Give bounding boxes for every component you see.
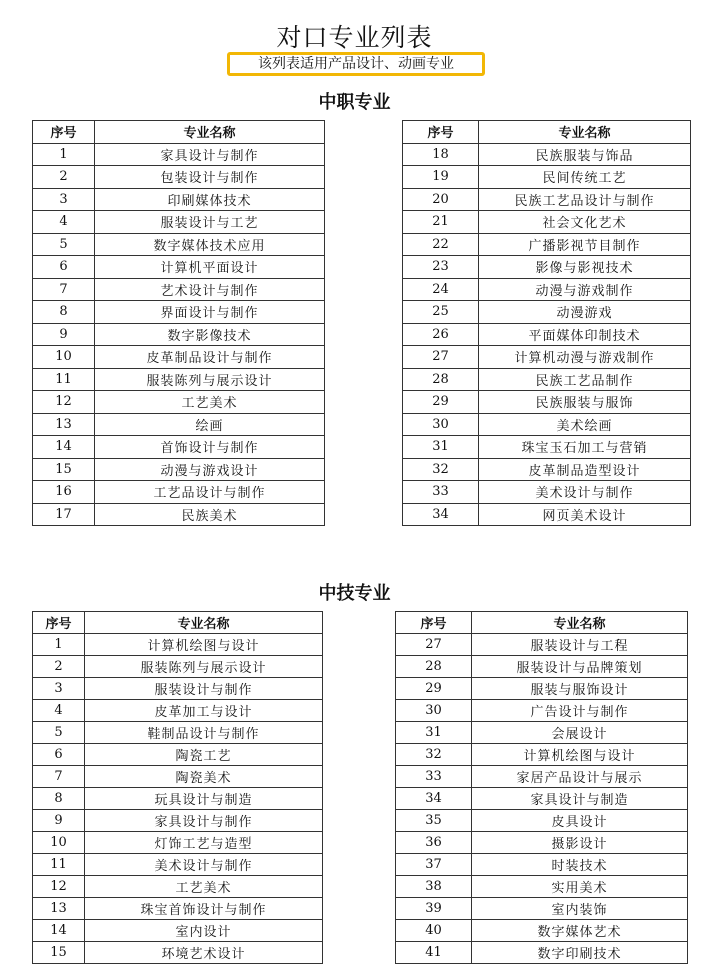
- row-index: 2: [33, 166, 95, 189]
- table-row: [33, 656, 323, 678]
- row-index: 20: [403, 188, 479, 211]
- highlighted-subtitle: 该列表适用产品设计、动画专业: [227, 52, 485, 76]
- major-name: 服装设计与品牌策划: [472, 656, 688, 678]
- row-index: 14: [33, 436, 95, 459]
- row-index: 4: [33, 700, 85, 722]
- row-index: 1: [33, 143, 95, 166]
- index-column-header: 序号: [396, 612, 472, 634]
- major-name: 玩具设计与制造: [85, 788, 323, 810]
- row-index: 11: [33, 854, 85, 876]
- major-name: 家具设计与制作: [95, 143, 325, 166]
- row-index: 10: [33, 346, 95, 369]
- major-name: 民族工艺品制作: [479, 368, 691, 391]
- row-index: 13: [33, 413, 95, 436]
- row-index: 11: [33, 368, 95, 391]
- row-index: 25: [403, 301, 479, 324]
- row-index: 12: [33, 876, 85, 898]
- table-row: [33, 744, 323, 766]
- major-name: 计算机绘图与设计: [85, 634, 323, 656]
- row-index: 15: [33, 942, 85, 964]
- major-name: 民族工艺品设计与制作: [479, 188, 691, 211]
- major-name: 民族服装与服饰: [479, 391, 691, 414]
- major-name: 珠宝首饰设计与制作: [85, 898, 323, 920]
- row-index: 32: [403, 458, 479, 481]
- table-row: [403, 233, 691, 256]
- major-name: 动漫与游戏设计: [95, 458, 325, 481]
- table-row: [33, 810, 323, 832]
- table-row: [396, 832, 688, 854]
- major-name: 家具设计与制造: [472, 788, 688, 810]
- table-row: [396, 678, 688, 700]
- major-name: 界面设计与制作: [95, 301, 325, 324]
- row-index: 33: [403, 481, 479, 504]
- row-index: 29: [396, 678, 472, 700]
- row-index: 4: [33, 211, 95, 234]
- major-name: 服装设计与工程: [472, 634, 688, 656]
- row-index: 27: [396, 634, 472, 656]
- major-name: 印刷媒体技术: [95, 188, 325, 211]
- row-index: 9: [33, 810, 85, 832]
- major-name: 美术绘画: [479, 413, 691, 436]
- row-index: 33: [396, 766, 472, 788]
- table-row: [403, 166, 691, 189]
- table-row: [396, 700, 688, 722]
- table-row: [396, 744, 688, 766]
- table-row: [33, 876, 323, 898]
- row-index: 34: [396, 788, 472, 810]
- table-row: [33, 233, 325, 256]
- major-name: 服装陈列与展示设计: [85, 656, 323, 678]
- table-row: [33, 458, 325, 481]
- row-index: 1: [33, 634, 85, 656]
- major-name: 会展设计: [472, 722, 688, 744]
- major-name: 陶瓷工艺: [85, 744, 323, 766]
- major-name: 美术设计与制作: [479, 481, 691, 504]
- major-name: 皮革加工与设计: [85, 700, 323, 722]
- table-row: [33, 256, 325, 279]
- major-name: 网页美术设计: [479, 503, 691, 526]
- table-row: [403, 503, 691, 526]
- row-index: 27: [403, 346, 479, 369]
- major-name: 环境艺术设计: [85, 942, 323, 964]
- row-index: 14: [33, 920, 85, 942]
- row-index: 28: [396, 656, 472, 678]
- row-index: 24: [403, 278, 479, 301]
- name-column-header: 专业名称: [472, 612, 688, 634]
- row-index: 18: [403, 143, 479, 166]
- table-row: [33, 301, 325, 324]
- table-row: [396, 766, 688, 788]
- major-name: 室内装饰: [472, 898, 688, 920]
- row-index: 3: [33, 188, 95, 211]
- major-name: 艺术设计与制作: [95, 278, 325, 301]
- major-name: 影像与影视技术: [479, 256, 691, 279]
- major-name: 陶瓷美术: [85, 766, 323, 788]
- row-index: 31: [403, 436, 479, 459]
- row-index: 39: [396, 898, 472, 920]
- zhongji-heading: 中技专业: [318, 583, 391, 604]
- row-index: 35: [396, 810, 472, 832]
- major-name: 服装陈列与展示设计: [95, 368, 325, 391]
- table-row: [33, 766, 323, 788]
- row-index: 17: [33, 503, 95, 526]
- table-row: [403, 143, 691, 166]
- table-header-row: [403, 121, 691, 144]
- major-name: 灯饰工艺与造型: [85, 832, 323, 854]
- major-name: 家居产品设计与展示: [472, 766, 688, 788]
- major-name: 时装技术: [472, 854, 688, 876]
- table-row: [403, 458, 691, 481]
- major-name: 首饰设计与制作: [95, 436, 325, 459]
- table-header-row: [396, 612, 688, 634]
- table-row: [396, 788, 688, 810]
- table-row: [33, 942, 323, 964]
- zhongji-table-right: [395, 611, 688, 964]
- table-row: [396, 722, 688, 744]
- row-index: 30: [396, 700, 472, 722]
- table-row: [396, 854, 688, 876]
- table-row: [396, 656, 688, 678]
- zhongji-table-left: [32, 611, 323, 964]
- table-row: [33, 413, 325, 436]
- row-index: 40: [396, 920, 472, 942]
- major-name: 数字影像技术: [95, 323, 325, 346]
- table-row: [33, 436, 325, 459]
- table-row: [33, 854, 323, 876]
- row-index: 6: [33, 256, 95, 279]
- table-row: [33, 278, 325, 301]
- row-index: 36: [396, 832, 472, 854]
- table-row: [33, 832, 323, 854]
- major-name: 绘画: [95, 413, 325, 436]
- table-row: [403, 301, 691, 324]
- major-name: 服装与服饰设计: [472, 678, 688, 700]
- row-index: 15: [33, 458, 95, 481]
- row-index: 9: [33, 323, 95, 346]
- table-row: [33, 368, 325, 391]
- table-row: [403, 256, 691, 279]
- major-name: 计算机动漫与游戏制作: [479, 346, 691, 369]
- row-index: 13: [33, 898, 85, 920]
- table-row: [33, 678, 323, 700]
- table-row: [396, 876, 688, 898]
- major-name: 服装设计与制作: [85, 678, 323, 700]
- zhongzhi-heading: 中职专业: [318, 92, 391, 113]
- major-name: 工艺美术: [95, 391, 325, 414]
- row-index: 26: [403, 323, 479, 346]
- major-name: 服装设计与工艺: [95, 211, 325, 234]
- table-row: [33, 700, 323, 722]
- major-name: 计算机绘图与设计: [472, 744, 688, 766]
- row-index: 5: [33, 233, 95, 256]
- table-row: [403, 188, 691, 211]
- table-row: [33, 503, 325, 526]
- row-index: 10: [33, 832, 85, 854]
- index-column-header: 序号: [33, 612, 85, 634]
- table-row: [33, 143, 325, 166]
- major-name: 工艺品设计与制作: [95, 481, 325, 504]
- row-index: 23: [403, 256, 479, 279]
- table-row: [396, 898, 688, 920]
- row-index: 41: [396, 942, 472, 964]
- row-index: 3: [33, 678, 85, 700]
- row-index: 5: [33, 722, 85, 744]
- row-index: 2: [33, 656, 85, 678]
- row-index: 19: [403, 166, 479, 189]
- table-header-row: [33, 121, 325, 144]
- index-column-header: 序号: [33, 121, 95, 144]
- major-name: 皮革制品造型设计: [479, 458, 691, 481]
- name-column-header: 专业名称: [479, 121, 691, 144]
- major-name: 包装设计与制作: [95, 166, 325, 189]
- table-row: [33, 788, 323, 810]
- table-row: [403, 368, 691, 391]
- row-index: 31: [396, 722, 472, 744]
- row-index: 16: [33, 481, 95, 504]
- major-name: 社会文化艺术: [479, 211, 691, 234]
- table-row: [403, 323, 691, 346]
- row-index: 8: [33, 301, 95, 324]
- table-row: [33, 481, 325, 504]
- row-index: 12: [33, 391, 95, 414]
- major-name: 平面媒体印制技术: [479, 323, 691, 346]
- table-row: [403, 436, 691, 459]
- table-row: [33, 188, 325, 211]
- table-row: [403, 391, 691, 414]
- table-row: [33, 722, 323, 744]
- major-name: 数字媒体技术应用: [95, 233, 325, 256]
- major-name: 计算机平面设计: [95, 256, 325, 279]
- row-index: 37: [396, 854, 472, 876]
- major-name: 美术设计与制作: [85, 854, 323, 876]
- table-row: [33, 391, 325, 414]
- major-name: 广播影视节目制作: [479, 233, 691, 256]
- major-name: 皮革制品设计与制作: [95, 346, 325, 369]
- table-row: [33, 211, 325, 234]
- table-row: [396, 942, 688, 964]
- major-name: 数字媒体艺术: [472, 920, 688, 942]
- major-name: 摄影设计: [472, 832, 688, 854]
- table-row: [33, 346, 325, 369]
- major-name: 珠宝玉石加工与营销: [479, 436, 691, 459]
- table-row: [33, 323, 325, 346]
- row-index: 38: [396, 876, 472, 898]
- table-row: [396, 810, 688, 832]
- major-name: 民族服装与饰品: [479, 143, 691, 166]
- major-name: 民族美术: [95, 503, 325, 526]
- row-index: 22: [403, 233, 479, 256]
- major-name: 民间传统工艺: [479, 166, 691, 189]
- major-name: 广告设计与制作: [472, 700, 688, 722]
- table-row: [396, 634, 688, 656]
- zhongzhi-table-left: [32, 120, 325, 526]
- major-name: 数字印刷技术: [472, 942, 688, 964]
- table-row: [33, 166, 325, 189]
- major-name: 动漫游戏: [479, 301, 691, 324]
- major-name: 皮具设计: [472, 810, 688, 832]
- row-index: 21: [403, 211, 479, 234]
- major-name: 动漫与游戏制作: [479, 278, 691, 301]
- row-index: 28: [403, 368, 479, 391]
- index-column-header: 序号: [403, 121, 479, 144]
- row-index: 34: [403, 503, 479, 526]
- row-index: 8: [33, 788, 85, 810]
- page-title: 对口专业列表: [276, 23, 433, 52]
- table-row: [33, 898, 323, 920]
- table-row: [403, 278, 691, 301]
- major-name: 实用美术: [472, 876, 688, 898]
- major-name: 鞋制品设计与制作: [85, 722, 323, 744]
- table-row: [403, 346, 691, 369]
- table-row: [403, 413, 691, 436]
- row-index: 6: [33, 744, 85, 766]
- row-index: 7: [33, 278, 95, 301]
- name-column-header: 专业名称: [95, 121, 325, 144]
- table-header-row: [33, 612, 323, 634]
- row-index: 29: [403, 391, 479, 414]
- row-index: 30: [403, 413, 479, 436]
- table-row: [403, 211, 691, 234]
- zhongzhi-table-right: [402, 120, 691, 526]
- major-name: 工艺美术: [85, 876, 323, 898]
- table-row: [396, 920, 688, 942]
- table-row: [33, 634, 323, 656]
- row-index: 32: [396, 744, 472, 766]
- major-name: 室内设计: [85, 920, 323, 942]
- table-row: [403, 481, 691, 504]
- row-index: 7: [33, 766, 85, 788]
- major-name: 家具设计与制作: [85, 810, 323, 832]
- table-row: [33, 920, 323, 942]
- name-column-header: 专业名称: [85, 612, 323, 634]
